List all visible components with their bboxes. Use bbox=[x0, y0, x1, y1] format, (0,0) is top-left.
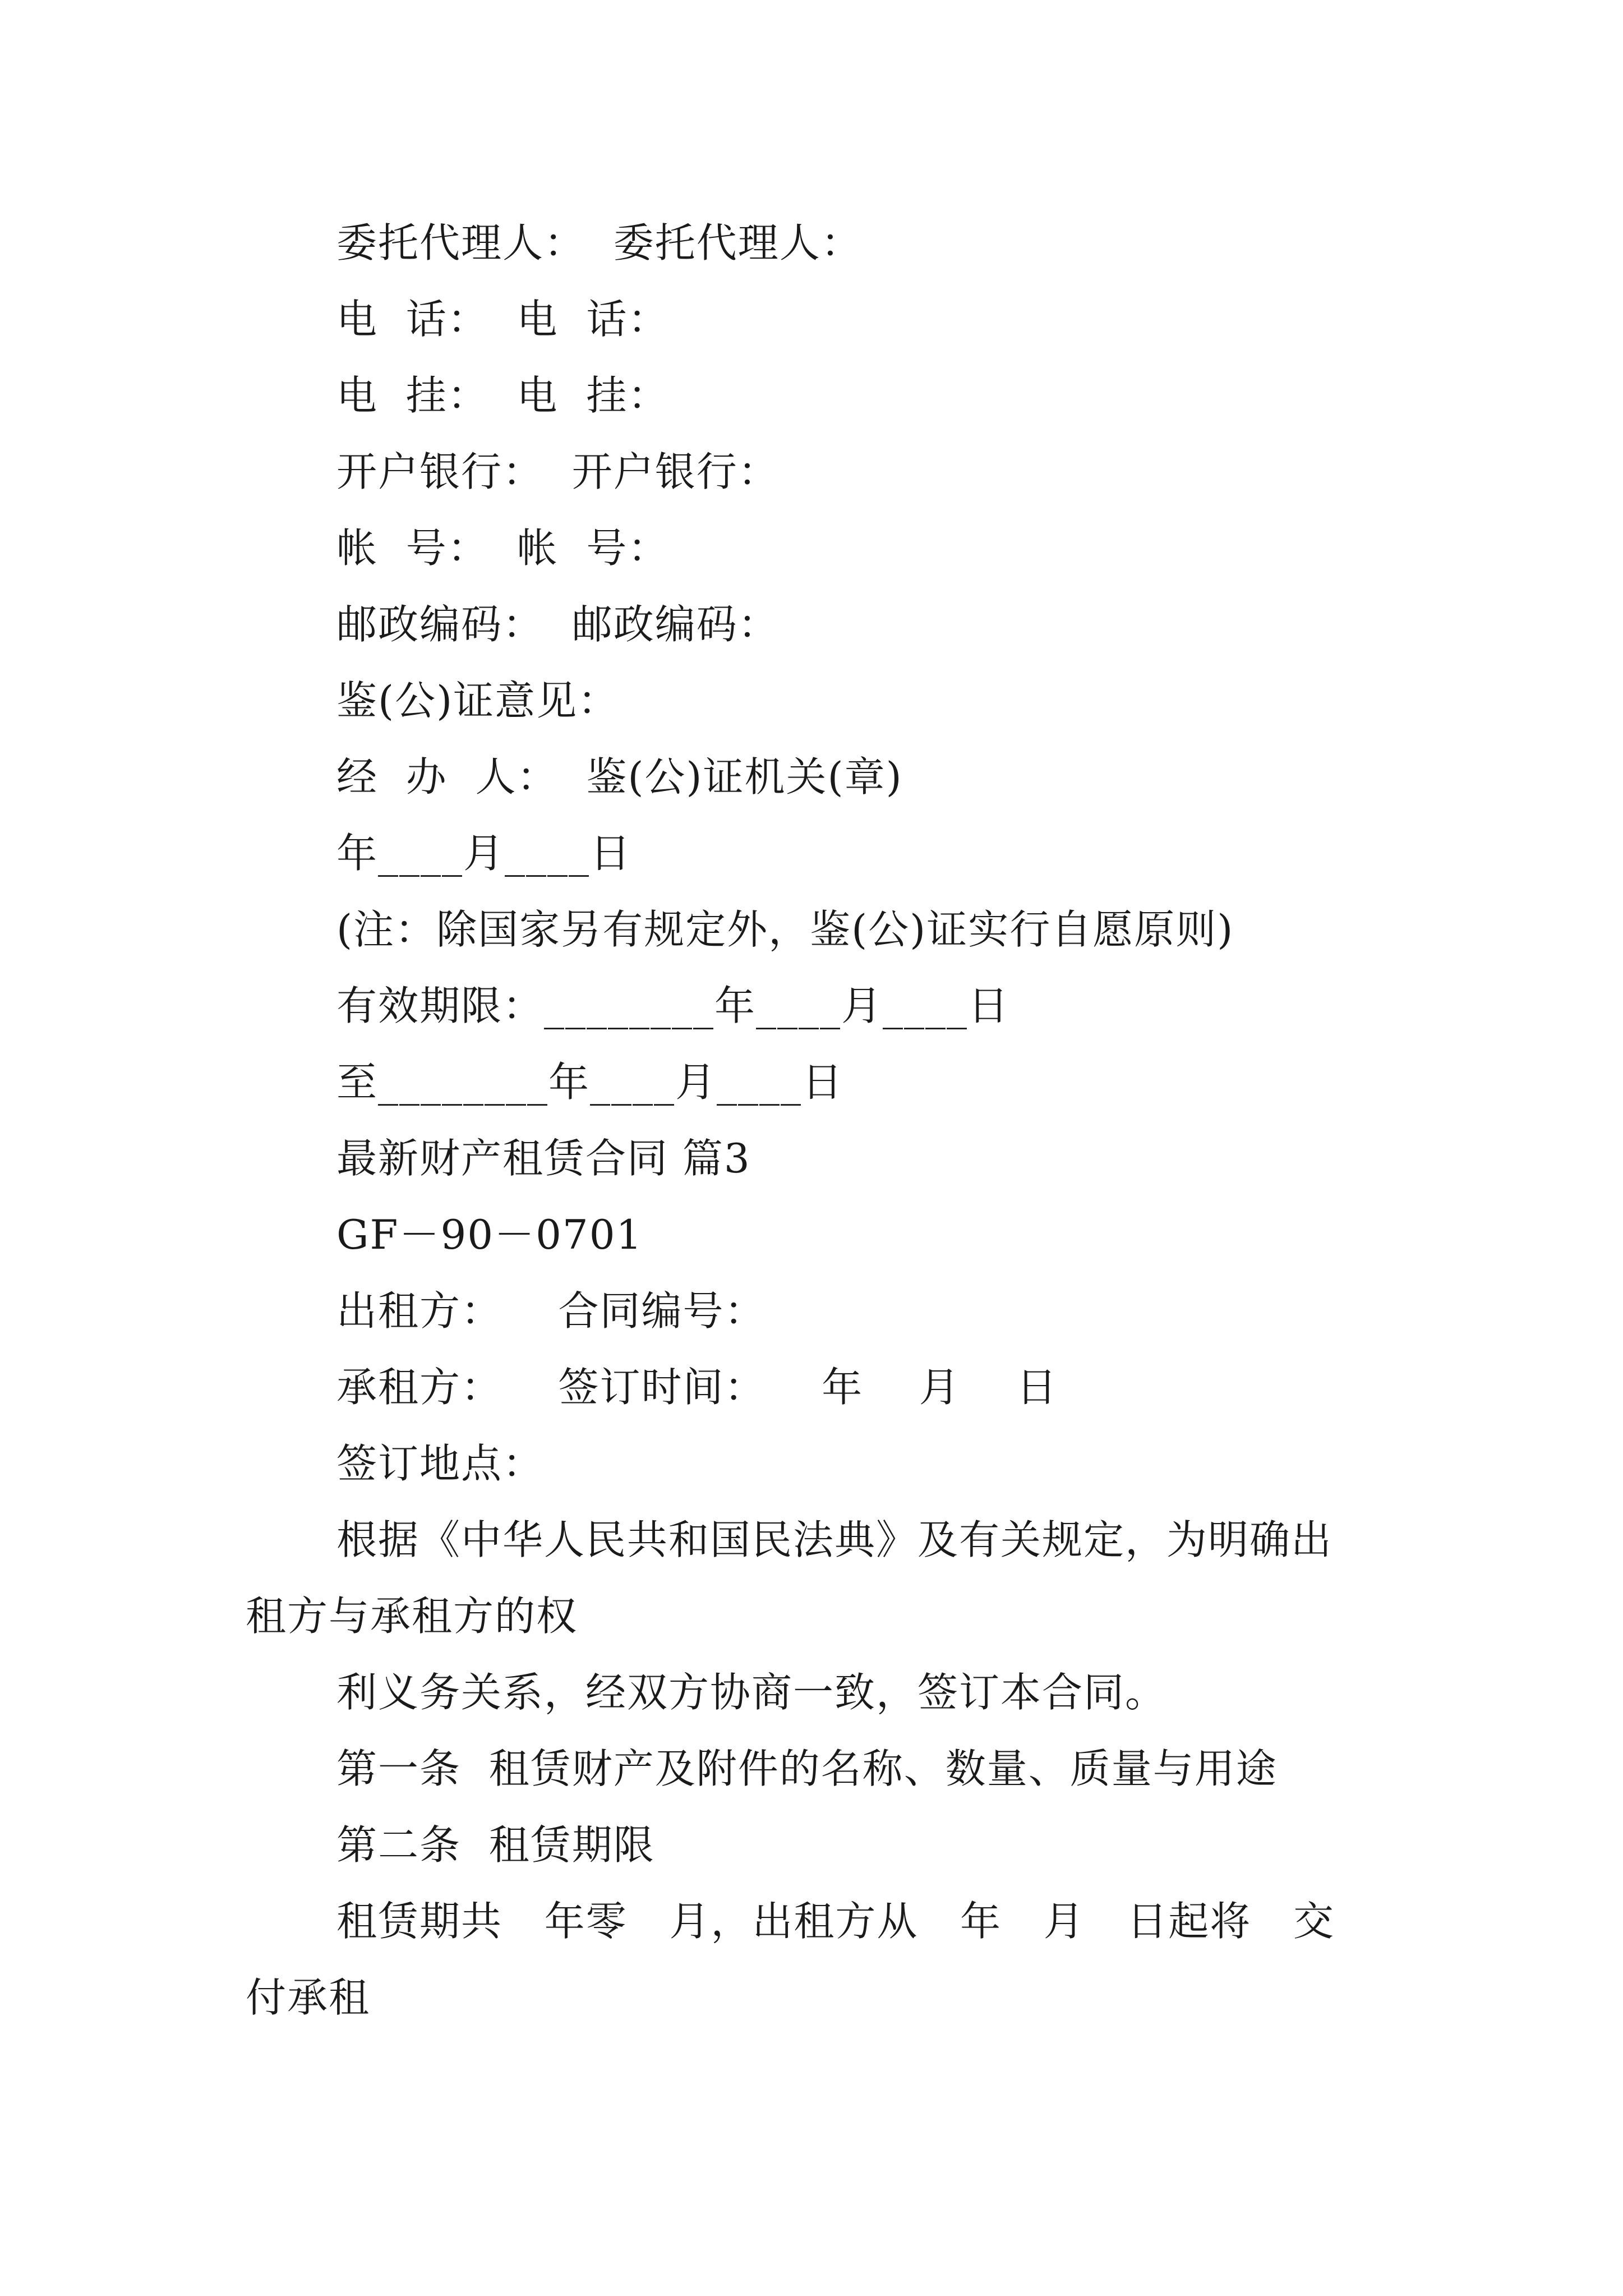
section-heading: 最新财产租赁合同 篇3 bbox=[336, 1135, 751, 1182]
article-one: 第一条 租赁财产及附件的名称、数量、质量与用途 bbox=[336, 1745, 1278, 1792]
bank-line: 开户银行： 开户银行： bbox=[336, 448, 780, 495]
preamble-line-2: 利义务关系，经双方协商一致，签订本合同。 bbox=[336, 1669, 1167, 1716]
note-line: (注：除国家另有规定外，鉴(公)证实行自愿原则) bbox=[336, 906, 1234, 953]
validity-to-line: 至________年____月____日 bbox=[336, 1059, 844, 1106]
preamble-line: 根据《中华人民共和国民法典》及有关规定，为明确出 bbox=[336, 1516, 1333, 1563]
agent-line: 委托代理人： 委托代理人： bbox=[336, 219, 863, 266]
postcode-line: 邮政编码： 邮政编码： bbox=[336, 601, 780, 648]
telegraph-line: 电 挂： 电 挂： bbox=[336, 372, 670, 419]
date-line: 年____月____日 bbox=[336, 830, 632, 877]
notary-opinion-line: 鉴(公)证意见： bbox=[336, 677, 620, 724]
preamble-continuation: 租方与承租方的权 bbox=[246, 1593, 578, 1640]
phone-line: 电 话： 电 话： bbox=[336, 296, 670, 343]
account-line: 帐 号： 帐 号： bbox=[336, 524, 670, 572]
handler-line: 经 办 人： 鉴(公)证机关(章) bbox=[336, 753, 903, 800]
lessee-line: 承租方： 签订时间： 年 月 日 bbox=[336, 1364, 1058, 1411]
signing-place-line: 签订地点： bbox=[336, 1440, 545, 1487]
validity-line: 有效期限：________年____月____日 bbox=[336, 982, 1010, 1029]
lease-term-continuation: 付承租 bbox=[246, 1974, 371, 2021]
lessor-line: 出租方： 合同编号： bbox=[336, 1287, 766, 1335]
article-two: 第二条 租赁期限 bbox=[336, 1821, 655, 1869]
lease-term-line: 租赁期共 年零 月，出租方从 年 月 日起将 交 bbox=[336, 1898, 1335, 1945]
contract-code: GF－90－0701 bbox=[336, 1211, 643, 1258]
